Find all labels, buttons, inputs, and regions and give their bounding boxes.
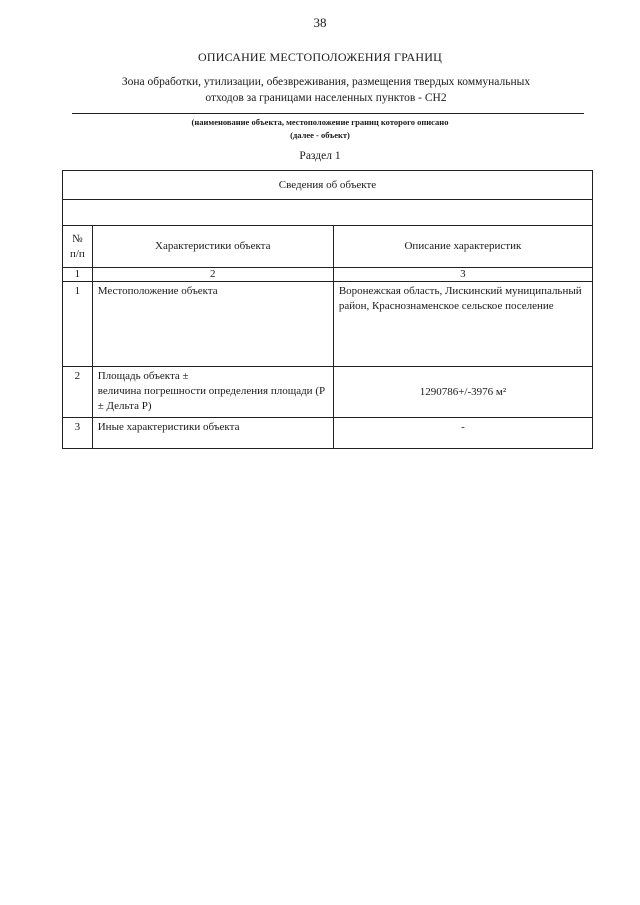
column-header-description: Описание характеристик — [333, 226, 592, 268]
row-3-description: - — [333, 418, 592, 449]
object-info-table — [62, 170, 593, 449]
column-index-row — [63, 268, 593, 282]
table-columns-row — [63, 226, 593, 268]
object-name — [70, 74, 582, 106]
column-index-1: 1 — [63, 268, 93, 282]
table-header-row — [63, 171, 593, 200]
row-2-description: 1290786+/-3976 м² — [333, 367, 592, 418]
row-3-characteristic: Иные характеристики объекта — [92, 418, 333, 449]
table-row — [63, 282, 593, 367]
row-3-number: 3 — [63, 418, 93, 449]
caption-line-2: (далее - объект) — [290, 130, 350, 140]
object-name-caption — [0, 116, 640, 142]
object-name-line-1: Зона обработки, утилизации, обезвреживания, размещения твердых коммунальных — [121, 76, 531, 88]
document-title: ОПИСАНИЕ МЕСТОПОЛОЖЕНИЯ ГРАНИЦ — [198, 50, 442, 64]
table-empty-row — [63, 200, 593, 226]
row-1-description: Воронежская область, Лискинский муниципальный район, Краснознаменское сельское поселение — [333, 282, 592, 367]
column-header-characteristic: Характеристики объекта — [92, 226, 333, 268]
table-row — [63, 367, 593, 418]
column-index-2: 2 — [92, 268, 333, 282]
column-number-line-2: п/п — [69, 247, 85, 260]
column-index-3: 3 — [333, 268, 592, 282]
table-header: Сведения об объекте — [63, 171, 593, 200]
object-name-line-2: отходов за границами населенных пунктов - СН2 — [205, 92, 447, 104]
section-label: Раздел 1 — [299, 150, 341, 162]
row-1-characteristic: Местоположение объекта — [92, 282, 333, 367]
table-empty-cell — [63, 200, 593, 226]
row-2-number: 2 — [63, 367, 93, 418]
table-row — [63, 418, 593, 449]
row-2-characteristic-line-1: Площадь объекта ± — [97, 370, 189, 382]
column-header-number — [63, 226, 93, 268]
page-number: 38 — [313, 15, 327, 30]
caption-line-1: (наименование объекта, местоположение границ которого описано — [191, 117, 449, 127]
column-number-line-1: № — [72, 232, 83, 245]
row-2-characteristic — [92, 367, 333, 418]
row-2-characteristic-line-2: величина погрешности определения площади (Р ± Дельта Р) — [97, 385, 326, 412]
row-1-number: 1 — [63, 282, 93, 367]
object-name-underline — [72, 113, 584, 114]
